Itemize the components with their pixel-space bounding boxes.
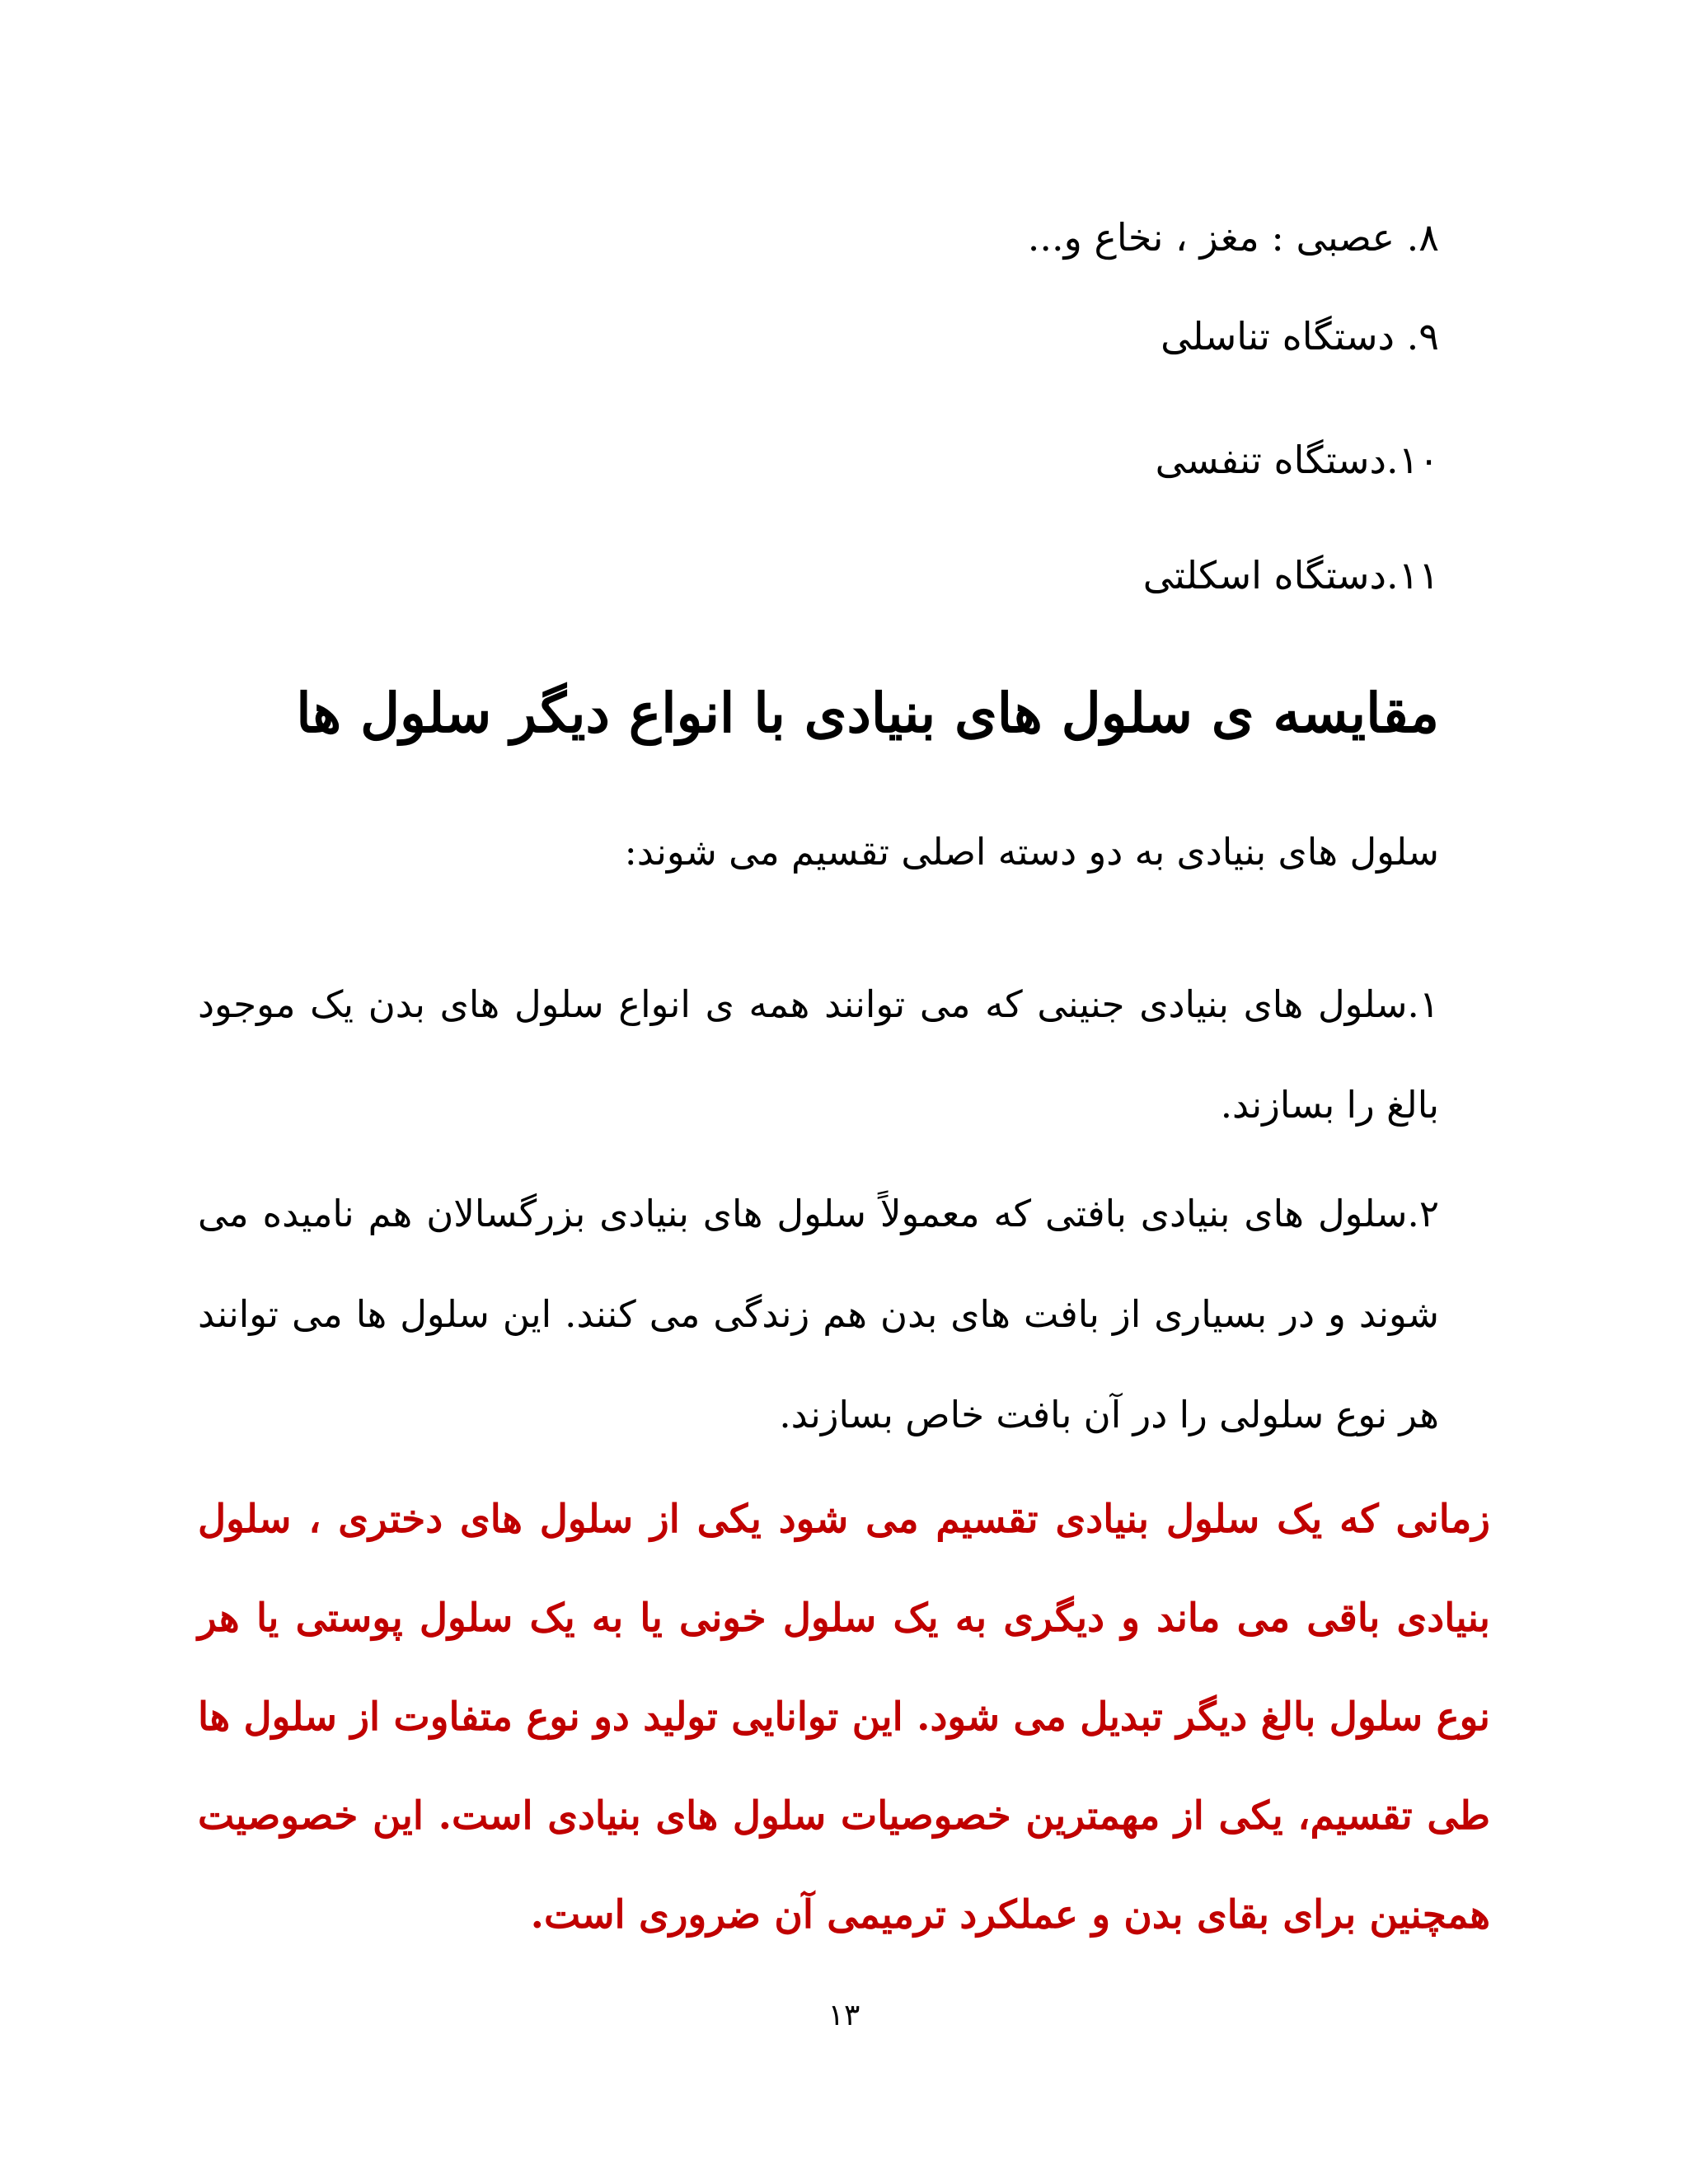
paragraph-tissue-stem-cells: ۲.سلول های بنیادی بافتی که معمولاً سلول های بنیادی بزرگسالان هم نامیده می شوند و در بسیاری از بافت های بدن هم زندگی می کنند. این سلول ها می توانند هر نوع سلولی را در آن بافت خاص بسازند. — [198, 1192, 1439, 1436]
list-item-skeletal-system: ۱۱.دستگاه اسکلتی — [1142, 553, 1439, 598]
paragraph-embryonic-stem-cells: ۱.سلول های بنیادی جنینی که می توانند همه ی انواع سلول های بدن یک موجود بالغ را بسازند. — [198, 982, 1439, 1127]
paragraph-intro: سلول های بنیادی به دو دسته اصلی تقسیم می شوند: — [624, 830, 1439, 874]
section-heading: مقایسه ی سلول های بنیادی با انواع دیگر سلول ها — [296, 681, 1439, 745]
list-item-respiratory-system: ۱۰.دستگاه تنفسی — [1155, 438, 1439, 482]
list-item-nervous-system: ۸. عصبی : مغز ، نخاع و... — [1027, 215, 1439, 260]
paragraph-highlight: زمانی که یک سلول بنیادی تقسیم می شود یکی از سلول های دختری ، سلول بنیادی باقی می ماند و دیگری به یک سلول خونی یا به یک سلول پوستی یا هر نوع سلول بالغ دیگر تبدیل می شود. این توانایی تولید دو نوع متفاوت از سلول ها طی تقسیم، یکی از مهمترین خصوصیات سلول های بنیادی است. این خصوصیت همچنین برای بقای بدن و عملکرد ترمیمی آن ضروری است. — [198, 1497, 1490, 1938]
list-item-reproductive-system: ۹. دستگاه تناسلی — [1160, 314, 1439, 359]
page-number: ۱۳ — [828, 1999, 860, 2032]
